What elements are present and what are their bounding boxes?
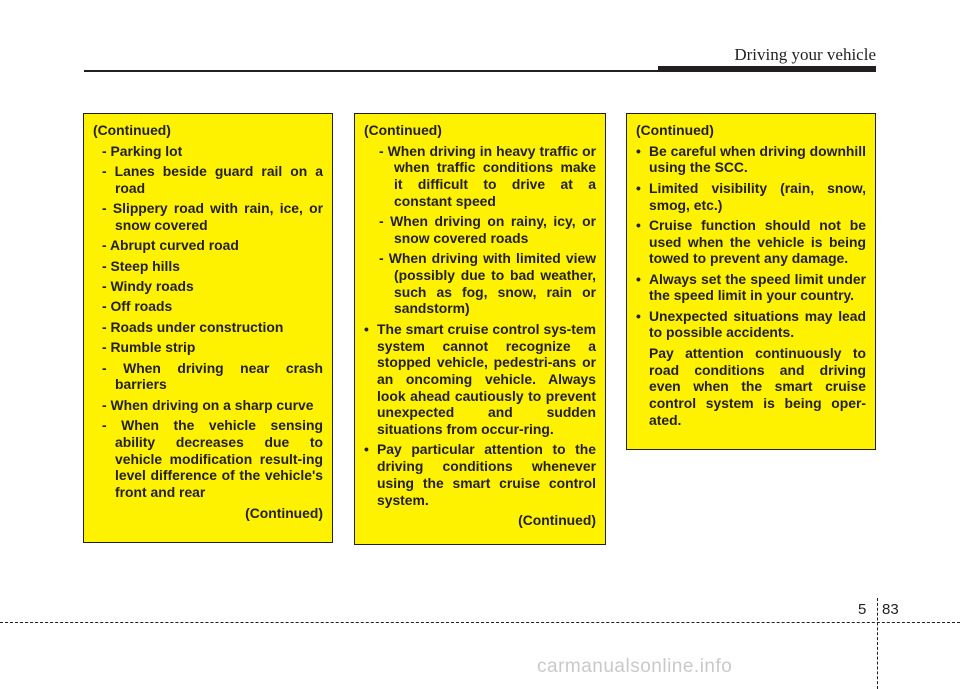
list-item-text: Always set the speed limit under the speed limit in your country. (649, 270, 866, 304)
list-item: - Slippery road with rain, ice, or snow covered (102, 200, 323, 233)
caution-list (364, 143, 596, 509)
list-item: - Abrupt curved road (102, 237, 239, 254)
list-item: - When driving on rainy, icy, or snow covered roads (379, 213, 596, 246)
list-item: - Rumble strip (102, 339, 196, 356)
list-item (636, 143, 866, 176)
caution-list (636, 143, 866, 341)
list-item: - When the vehicle sensing ability decreases due to vehicle modification result-ing level difference of the vehicle's front and rear (102, 417, 323, 500)
continued-label: (Continued) (518, 512, 596, 529)
caution-list (93, 143, 323, 501)
list-item (364, 441, 596, 508)
list-item (636, 180, 866, 213)
section-title: Driving your vehicle (734, 45, 876, 64)
list-item: - Parking lot (102, 142, 183, 159)
caution-box-2 (354, 113, 606, 545)
list-item: - Roads under construction (102, 318, 284, 335)
list-item: - When driving in heavy traffic or when traffic conditions make it difficult to drive at a constant speed (379, 142, 596, 209)
continued-label: (Continued) (364, 122, 442, 138)
caution-box-1 (83, 113, 333, 543)
list-item: - Off roads (102, 298, 173, 315)
list-item-text: Pay particular attention to the driving conditions whenever using the smart cruise control system. (377, 441, 596, 508)
continued-label: (Continued) (636, 122, 714, 138)
list-item (636, 217, 866, 267)
list-item (636, 271, 866, 304)
list-item-text: Be careful when driving downhill using the SCC. (649, 142, 866, 176)
list-item (636, 308, 866, 341)
list-item-text: Unexpected situations may lead to possible accidents. (649, 307, 866, 341)
list-item-text: Cruise function should not be used when the vehicle is being towed to prevent any damage. (649, 216, 866, 267)
watermark: carmanualsonline.info (537, 656, 733, 677)
caution-box-3 (626, 113, 876, 450)
caution-paragraph: Pay attention continuously to road conditions and driving even when the smart cruise control system is being oper-ated. (649, 344, 866, 428)
continued-label: (Continued) (93, 122, 171, 138)
list-item: - When driving on a sharp curve (102, 396, 314, 413)
list-item: - When driving near crash barriers (102, 359, 323, 393)
list-item: - Lanes beside guard rail on a road (102, 163, 323, 196)
list-item: - Steep hills (102, 257, 180, 274)
list-item-text: The smart cruise control sys-tem system cannot recognize a stopped vehicle, pedestri-ans or an oncoming vehicle. Always look ahead cautiously to prevent unexpected and sudden situations from occur-ring. (377, 320, 596, 438)
footer-dashed-rule (0, 622, 960, 623)
list-item (364, 321, 596, 438)
list-item-text: Limited visibility (rain, snow, smog, etc.) (649, 179, 866, 213)
header-rule (84, 70, 876, 72)
list-item: - Windy roads (102, 278, 194, 295)
page-number: 83 (882, 601, 899, 618)
chapter-number: 5 (858, 601, 867, 618)
continued-label: (Continued) (245, 504, 323, 521)
list-item: - When driving with limited view (possibly due to bad weather, such as fog, snow, rain or sandstorm) (379, 250, 596, 317)
